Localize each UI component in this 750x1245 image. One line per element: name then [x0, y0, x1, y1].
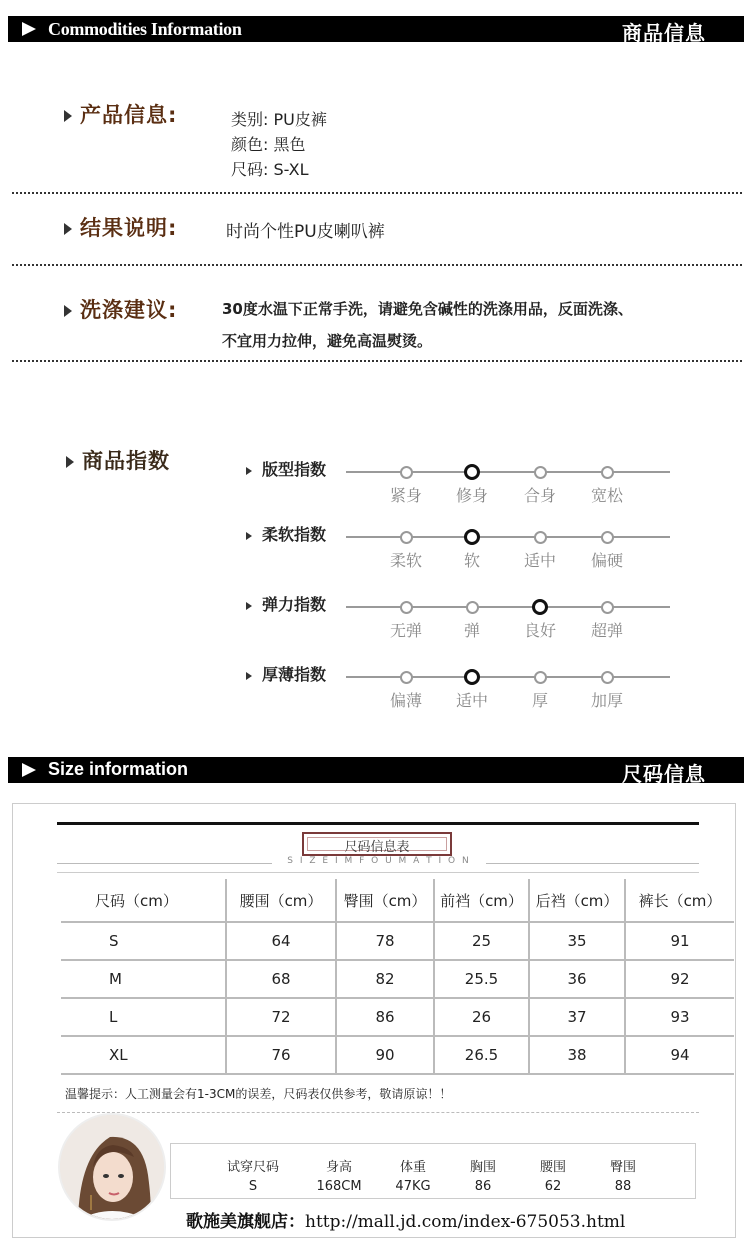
header-rule — [57, 872, 699, 873]
index-row-label: 弹力指数 — [246, 592, 326, 615]
note-divider — [57, 1112, 699, 1113]
index-marker-selected — [532, 599, 548, 615]
store-url[interactable]: http://mall.jd.com/index-675053.html — [305, 1212, 626, 1232]
model-value-cell: 62 — [544, 1179, 562, 1194]
index-row-label: 版型指数 — [246, 457, 326, 480]
index-scale-line — [346, 606, 670, 608]
index-option-label: 良好 — [523, 621, 556, 640]
size-table — [61, 879, 734, 1075]
dotted-divider — [12, 264, 742, 266]
small-triangle-icon — [246, 672, 252, 680]
table-cell: 93 — [625, 998, 734, 1036]
table-cell: 26 — [434, 998, 529, 1036]
index-marker — [601, 601, 614, 614]
model-header-cell: 身高 — [325, 1160, 352, 1175]
model-header-cell: 臀围 — [609, 1160, 636, 1175]
index-option-label: 偏薄 — [389, 691, 422, 710]
index-option-label: 宽松 — [590, 486, 623, 505]
table-cell: 25 — [434, 922, 529, 960]
table-cell: L — [61, 998, 226, 1036]
header-title-cn: 商品信息 — [622, 21, 706, 45]
table-cell: M — [61, 960, 226, 998]
product-category: 类别: PU皮裤 — [231, 110, 327, 129]
size-table-title: 尺码信息表 — [344, 840, 410, 855]
index-option-label: 加厚 — [590, 691, 623, 710]
index-option-label: 无弹 — [389, 621, 422, 640]
triangle-bullet-icon — [64, 110, 72, 122]
index-option-label: 紧身 — [389, 486, 422, 505]
index-option-label: 厚 — [531, 691, 548, 710]
size-header-cell: 腰围（cm） — [226, 879, 336, 922]
table-cell: S — [61, 922, 226, 960]
index-marker — [534, 671, 547, 684]
size-header-cell: 尺码（cm） — [61, 879, 226, 922]
subtitle-rule-right — [486, 863, 699, 864]
index-option-label: 偏硬 — [590, 551, 623, 570]
top-rule — [57, 822, 699, 825]
index-marker — [534, 466, 547, 479]
product-info-label: 产品信息: — [64, 99, 177, 129]
store-name: 歌施美旗舰店： — [186, 1212, 305, 1232]
result-label: 结果说明: — [64, 212, 177, 242]
result-text: 时尚个性PU皮喇叭裤 — [226, 222, 385, 242]
index-marker — [400, 531, 413, 544]
model-header-cell: 胸围 — [469, 1160, 496, 1175]
index-scale-line — [346, 676, 670, 678]
dotted-divider — [12, 192, 742, 194]
model-avatar — [60, 1115, 164, 1219]
index-row-label: 柔软指数 — [246, 522, 326, 545]
model-header-cell: 试穿尺码 — [226, 1160, 279, 1175]
index-option-label: 适中 — [523, 551, 556, 570]
table-cell: 35 — [529, 922, 625, 960]
index-option-label: 适中 — [455, 691, 488, 710]
commodities-header-bar — [8, 16, 744, 45]
model-value-cell: 88 — [614, 1179, 632, 1194]
index-option-label: 柔软 — [389, 551, 422, 570]
size-header-row — [61, 879, 734, 922]
model-table — [170, 1143, 696, 1199]
table-cell: 72 — [226, 998, 336, 1036]
table-cell: 91 — [625, 922, 734, 960]
table-cell: 86 — [336, 998, 434, 1036]
index-scale-line — [346, 536, 670, 538]
table-cell: 37 — [529, 998, 625, 1036]
size-title-box — [302, 832, 452, 856]
model-header-cell: 体重 — [399, 1160, 426, 1175]
small-triangle-icon — [246, 532, 252, 540]
table-cell: 25.5 — [434, 960, 529, 998]
model-header-cell: 腰围 — [539, 1160, 566, 1175]
table-row — [61, 998, 734, 1036]
product-color: 颜色: 黑色 — [231, 135, 306, 154]
index-marker-selected — [464, 529, 480, 545]
model-value-cell: 168CM — [316, 1179, 362, 1194]
table-row — [61, 922, 734, 960]
table-row — [61, 1036, 734, 1074]
small-triangle-icon — [246, 467, 252, 475]
index-option-label: 超弹 — [590, 621, 623, 640]
header-title-en: Size information — [48, 759, 189, 779]
index-marker-selected — [464, 464, 480, 480]
table-cell: 76 — [226, 1036, 336, 1074]
index-option-label: 软 — [463, 551, 480, 570]
index-scale-line — [346, 471, 670, 473]
table-cell: 94 — [625, 1036, 734, 1074]
washing-line1: 30度水温下正常手洗，请避免含碱性的洗涤用品，反面洗涤、 — [222, 300, 633, 318]
table-cell: 82 — [336, 960, 434, 998]
index-marker — [400, 601, 413, 614]
index-marker — [601, 466, 614, 479]
model-value-cell: 86 — [474, 1179, 492, 1194]
table-cell: XL — [61, 1036, 226, 1074]
dotted-divider — [12, 360, 742, 362]
index-marker — [601, 531, 614, 544]
table-cell: 92 — [625, 960, 734, 998]
size-table-subtitle: S I Z E I M F O U M A T I O N — [287, 856, 471, 866]
size-note: 温馨提示：人工测量会有1-3CM的误差，尺码表仅供参考，敬请原谅！！ — [65, 1087, 452, 1101]
index-marker — [534, 531, 547, 544]
size-header-cell: 前裆（cm） — [434, 879, 529, 922]
size-header-cell: 裤长（cm） — [625, 879, 734, 922]
model-value-cell: S — [248, 1179, 258, 1194]
washing-line2: 不宜用力拉伸，避免高温熨烫。 — [222, 332, 433, 350]
play-arrow-icon — [22, 763, 36, 777]
index-option-label: 弹 — [463, 621, 480, 640]
index-marker — [400, 671, 413, 684]
index-marker — [400, 466, 413, 479]
small-triangle-icon — [246, 602, 252, 610]
product-size: 尺码: S-XL — [231, 160, 309, 179]
index-marker — [601, 671, 614, 684]
table-cell: 38 — [529, 1036, 625, 1074]
index-label: 商品指数 — [66, 445, 170, 475]
table-cell: 68 — [226, 960, 336, 998]
index-row-label: 厚薄指数 — [246, 662, 326, 685]
triangle-bullet-icon — [66, 456, 74, 468]
size-header-bar — [8, 757, 744, 786]
table-cell: 64 — [226, 922, 336, 960]
index-option-label: 合身 — [523, 486, 556, 505]
washing-label: 洗涤建议: — [64, 294, 177, 324]
table-cell: 90 — [336, 1036, 434, 1074]
header-title-cn: 尺码信息 — [622, 762, 706, 786]
play-arrow-icon — [22, 22, 36, 36]
triangle-bullet-icon — [64, 305, 72, 317]
table-cell: 26.5 — [434, 1036, 529, 1074]
table-row — [61, 960, 734, 998]
table-cell: 78 — [336, 922, 434, 960]
index-marker-selected — [464, 669, 480, 685]
table-cell: 36 — [529, 960, 625, 998]
model-value-cell: 47KG — [395, 1179, 431, 1194]
index-marker — [466, 601, 479, 614]
size-header-cell: 臀围（cm） — [336, 879, 434, 922]
triangle-bullet-icon — [64, 223, 72, 235]
subtitle-rule-left — [57, 863, 272, 864]
index-option-label: 修身 — [455, 486, 488, 505]
header-title-en: Commodities Information — [48, 19, 242, 39]
footer — [186, 1207, 625, 1232]
size-header-cell: 后裆（cm） — [529, 879, 625, 922]
